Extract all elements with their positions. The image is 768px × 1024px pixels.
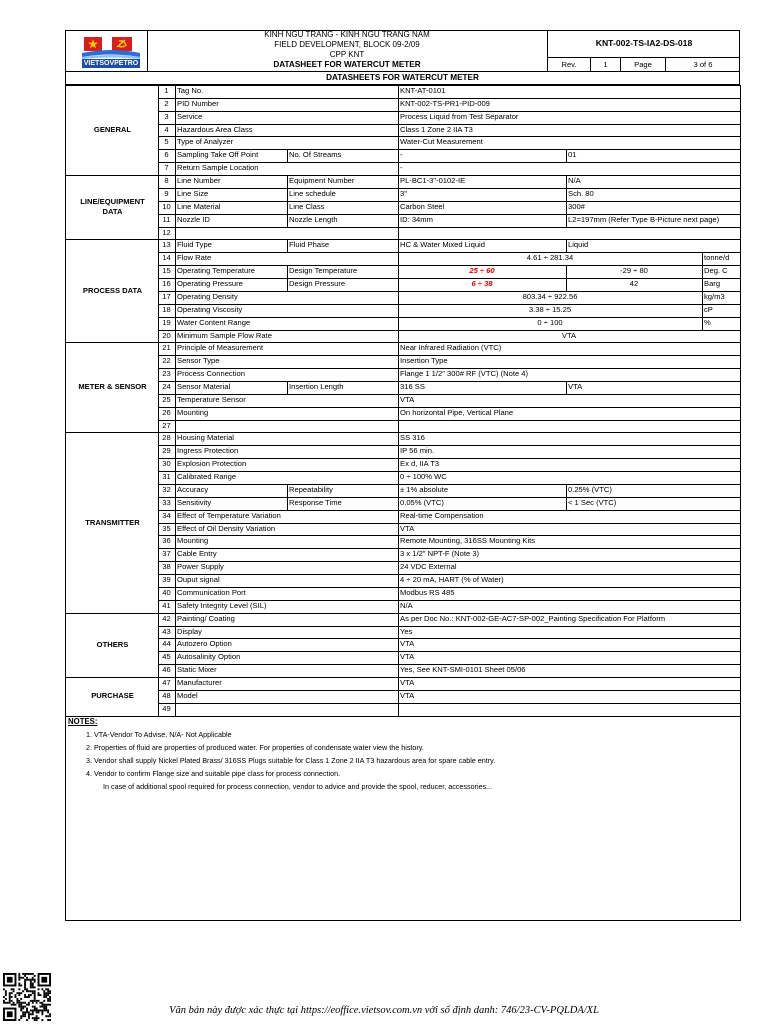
- row-label: Sensor Type: [177, 356, 220, 366]
- section-label: GENERAL: [93, 125, 132, 135]
- row-value-2: L2=197mm (Refer Type B-Picture next page): [568, 214, 720, 224]
- row-number: 10: [162, 201, 171, 211]
- cell-border: [287, 278, 288, 291]
- row-label: Nozzle ID: [177, 214, 210, 224]
- row-sub-label: Nozzle Length: [289, 214, 338, 224]
- table-right-border: [740, 85, 741, 746]
- row-label: Display: [177, 626, 202, 636]
- row-value: 3 x 1/2" NPT-F (Note 3): [400, 549, 480, 559]
- row-value: IP 56 min.: [400, 446, 435, 456]
- row-number: 43: [162, 626, 171, 636]
- cell-border: [287, 265, 288, 278]
- row-value: VTA: [400, 652, 415, 662]
- row-value: Ex d, IIA T3: [400, 459, 440, 469]
- row-label: Line Number: [177, 176, 221, 186]
- row-number: 9: [164, 188, 169, 198]
- row-number: 1: [164, 86, 169, 95]
- cell-border: [287, 381, 288, 394]
- row-label: Return Sample Location: [177, 163, 259, 173]
- document-title: DATASHEET FOR WATERCUT METER: [273, 60, 421, 69]
- cell-border: [287, 188, 288, 201]
- row-sub-label: Repeatability: [289, 484, 333, 494]
- cell-border: [566, 497, 567, 510]
- row-value: Flange 1 1/2" 300# RF (VTC) (Note 4): [400, 369, 529, 379]
- row-label: Static Mixer: [177, 665, 217, 675]
- row-operating-value: 6 ÷ 38: [471, 279, 493, 289]
- row-label: Effect of Oil Density Variation: [177, 523, 276, 533]
- row-value: Real-time Compensation: [400, 510, 484, 520]
- cell-border: [566, 484, 567, 497]
- page-label: Page: [634, 60, 652, 69]
- cell-border: [566, 175, 567, 188]
- row-label: [177, 420, 397, 433]
- company-logo: [78, 33, 144, 69]
- row-number: 27: [162, 420, 171, 430]
- row-label: Manufacturer: [177, 678, 222, 688]
- row-label: Sensor Material: [177, 382, 231, 391]
- row-label: Safety Integrity Level (SIL): [177, 600, 267, 610]
- row-number: 35: [162, 523, 171, 533]
- row-label: Communication Port: [177, 587, 246, 597]
- cell-border: [566, 381, 567, 394]
- row-value: 0 ÷ 100: [537, 317, 563, 327]
- row-value: 24 VDC External: [400, 562, 457, 572]
- row-label: Hazardous Area Class: [177, 124, 253, 134]
- row-value: 316 SS: [400, 382, 425, 391]
- row-value: VTA: [561, 330, 577, 340]
- row-number: 5: [164, 137, 169, 147]
- row-number: 44: [162, 639, 171, 649]
- row-number: 2: [164, 98, 169, 108]
- row-label: Fluid Type: [177, 240, 212, 250]
- row-value: 0 ÷ 100% WC: [400, 472, 447, 482]
- note-4-continued: In case of additional spool required for process connection, vendor to advice and provide the spool, reducer, accessories...: [103, 782, 493, 791]
- row-number: 7: [164, 163, 169, 173]
- row-value: VTA: [400, 639, 415, 649]
- row-label: [177, 703, 397, 716]
- row-label: Model: [177, 690, 198, 700]
- value-column-border: [398, 85, 399, 716]
- table-title: DATASHEETS FOR WATERCUT METER: [326, 73, 479, 82]
- row-label: Calibrated Range: [177, 472, 237, 482]
- row-value: VTA: [400, 394, 415, 404]
- row-label: [177, 227, 397, 240]
- row-value: PL-BC1-3"-0102-IE: [400, 176, 466, 186]
- row-label: Accuracy: [177, 484, 209, 494]
- row-value: Remote Mounting, 316SS Mounting Kits: [400, 536, 536, 546]
- cell-border: [702, 278, 703, 291]
- logo-text: VIETSOVPETRO: [83, 60, 139, 67]
- row-number: 47: [162, 678, 171, 688]
- row-value: Carbon Steel: [400, 201, 445, 211]
- row-number: 11: [162, 214, 171, 224]
- row-number: 23: [162, 369, 171, 379]
- row-label: PID Number: [177, 98, 219, 108]
- note-3: 3. Vendor shall supply Nickel Plated Brass/ 316SS Plugs suitable for Class 1 Zone 2 IIA T3 hazardous area for spare cable entry.: [86, 756, 496, 765]
- section-label: PURCHASE: [91, 691, 134, 701]
- row-number: 34: [162, 510, 171, 520]
- cell-border: [287, 239, 288, 252]
- notes-frame: [65, 715, 741, 921]
- row-value: 4.61 ÷ 281.34: [526, 253, 574, 263]
- row-number: 41: [162, 600, 171, 610]
- row-operating-value: 25 ÷ 60: [469, 266, 495, 276]
- row-value: Water-Cut Measurement: [400, 137, 483, 147]
- section-label: OTHERS: [96, 639, 129, 649]
- row-value-2: < 1 Sec (VTC): [568, 497, 617, 507]
- row-label: Type of Analyzer: [177, 137, 234, 147]
- row-label: Painting/ Coating: [177, 613, 235, 623]
- cell-border: [566, 149, 567, 162]
- row-sub-label: Equipment Number: [289, 176, 355, 186]
- row-label: Sampling Take Off Point: [177, 150, 259, 160]
- row-value-2: Liquid: [568, 240, 589, 250]
- row-value: VTA: [400, 690, 415, 700]
- section-label: PROCESS DATA: [82, 285, 143, 295]
- row-value: SS 316: [400, 433, 425, 443]
- row-value-2: 300#: [568, 201, 585, 211]
- row-number: 3: [164, 111, 169, 121]
- row-value: -: [400, 150, 403, 160]
- row-unit: Barg: [704, 279, 721, 289]
- notes-title: NOTES:: [68, 717, 98, 726]
- row-value-2: N/A: [568, 176, 581, 186]
- row-value: On horizontal Pipe, Vertical Plane: [400, 407, 514, 417]
- row-label: Mounting: [177, 407, 209, 417]
- row-value: 3": [400, 188, 407, 198]
- row-label: Housing Material: [177, 433, 234, 443]
- row-number: 17: [162, 291, 171, 301]
- row-value: 803.34 ÷ 922.56: [522, 291, 578, 301]
- row-label: Ingress Protection: [177, 446, 239, 456]
- cell-border: [566, 188, 567, 201]
- note-4: 4. Vendor to confirm Flange size and suitable pipe class for process connection.: [86, 769, 341, 778]
- row-value-2: 42: [629, 279, 639, 289]
- row-number: 4: [164, 124, 169, 134]
- row-unit: tonne/d: [704, 253, 730, 263]
- cell-border: [566, 214, 567, 227]
- section-label: TRANSMITTER: [85, 517, 140, 527]
- row-label: Flow Rate: [177, 253, 212, 263]
- cell-border: [702, 304, 703, 317]
- page-value: 3 of 6: [693, 60, 713, 69]
- row-label: Line Material: [177, 201, 221, 211]
- row-label: Temperature Sensor: [177, 394, 246, 404]
- row-value-2: 0.25% (VTC): [568, 484, 612, 494]
- row-number: 38: [162, 562, 171, 572]
- cell-border: [287, 175, 288, 188]
- row-value: ID: 34mm: [400, 214, 433, 224]
- row-label: Effect of Temperature Variation: [177, 510, 281, 520]
- row-number: 39: [162, 575, 171, 585]
- row-label: Sensitivity: [177, 497, 212, 507]
- row-number: 36: [162, 536, 171, 546]
- row-sub-label: Insertion Length: [289, 382, 344, 391]
- cell-border: [566, 201, 567, 214]
- row-label: Line Size: [177, 188, 209, 198]
- row-value: VTA: [400, 678, 415, 688]
- row-unit: %: [704, 317, 711, 327]
- row-number: 31: [162, 472, 171, 482]
- row-value: 4 ÷ 20 mA, HART (% of Water): [400, 575, 504, 585]
- row-sub-label: Fluid Phase: [289, 240, 330, 250]
- header-line-2: FIELD DEVELOPMENT, BLOCK 09-2/09: [274, 40, 420, 49]
- row-number: 22: [162, 356, 171, 366]
- row-label: Mounting: [177, 536, 209, 546]
- row-number: 42: [162, 613, 171, 623]
- row-sub-label: No. Of Streams: [289, 150, 342, 160]
- row-value: Yes, See KNT-SMI-0101 Sheet 05/06: [400, 665, 526, 675]
- row-value: Insertion Type: [400, 356, 448, 366]
- cell-border: [702, 265, 703, 278]
- row-unit: cP: [704, 304, 713, 314]
- rev-value: 1: [603, 60, 608, 69]
- row-label: Operating Viscosity: [177, 304, 243, 314]
- row-number: 14: [162, 253, 171, 263]
- row-label: Cable Entry: [177, 549, 217, 559]
- cell-border: [287, 214, 288, 227]
- row-number: 8: [164, 176, 169, 186]
- row-unit: kg/m3: [704, 291, 725, 301]
- row-value: 0.05% (VTC): [400, 497, 444, 507]
- cell-border: [287, 484, 288, 497]
- row-label: Minimum Sample Flow Rate: [177, 330, 272, 340]
- row-value: As per Doc No.: KNT-002-GE-AC7-SP-002_Painting Specification For Platform: [400, 613, 666, 623]
- row-number: 28: [162, 433, 171, 443]
- row-value: KNT-002-TS-PR1-PID-009: [400, 98, 490, 108]
- row-value: Class 1 Zone 2 IIA T3: [400, 124, 473, 134]
- row-label: Power Supply: [177, 562, 224, 572]
- row-sub-label: Design Temperature: [289, 266, 358, 276]
- row-number: 49: [162, 703, 171, 713]
- row-number: 13: [162, 240, 171, 250]
- row-number: 45: [162, 652, 171, 662]
- row-value-2: Sch. 80: [568, 188, 594, 198]
- row-number: 25: [162, 394, 171, 404]
- row-value: -: [400, 163, 403, 173]
- row-number: 15: [162, 266, 171, 276]
- authentication-footer: Văn bản này được xác thực tại https://eoffice.vietsov.com.vn với số định danh: 746/23-CV-PQLDA/XL: [169, 1005, 599, 1016]
- row-label: Service: [177, 111, 203, 121]
- row-number: 12: [162, 227, 171, 237]
- row-value: Yes: [400, 626, 413, 636]
- section-label: METER & SENSOR: [78, 382, 147, 392]
- cell-border: [287, 201, 288, 214]
- row-label: Principle of Measurement: [177, 343, 264, 353]
- cell-border: [566, 239, 567, 252]
- row-number: 20: [162, 330, 171, 340]
- row-value: KNT-AT-0101: [400, 86, 446, 95]
- row-label: Process Connection: [177, 369, 245, 379]
- row-number: 21: [162, 343, 171, 353]
- row-value: VTA: [400, 523, 415, 533]
- row-value: Near Infrared Radiation (VTC): [400, 343, 502, 353]
- row-number: 33: [162, 497, 171, 507]
- row-label: Autosalinity Option: [177, 652, 241, 662]
- row-number: 37: [162, 549, 171, 559]
- row-value: Modbus RS 485: [400, 587, 455, 597]
- row-number: 16: [162, 279, 171, 289]
- row-value-2: -29 ÷ 80: [620, 266, 648, 276]
- row-value: N/A: [400, 600, 413, 610]
- row-sub-label: Design Pressure: [289, 279, 346, 289]
- section-label: LINE/EQUIPMENT DATA: [80, 197, 145, 217]
- note-1: 1. VTA-Vendor To Advise, N/A- Not Applicable: [86, 730, 232, 739]
- row-value: Process Liquid from Test Separator: [400, 111, 519, 121]
- row-label: Tag No.: [177, 86, 204, 95]
- row-number: 18: [162, 304, 171, 314]
- row-label: Ouput signal: [177, 575, 220, 585]
- row-value: 3.38 ÷ 15.25: [528, 304, 572, 314]
- header-line-3: CPP KNT: [329, 50, 365, 59]
- row-value-2: VTA: [568, 382, 583, 391]
- row-value-2: 01: [568, 150, 577, 160]
- row-value: ± 1% absolute: [400, 484, 449, 494]
- rev-label: Rev.: [561, 60, 577, 69]
- row-label: Autozero Option: [177, 639, 232, 649]
- cell-border: [287, 149, 288, 162]
- row-number: 40: [162, 587, 171, 597]
- row-sub-label: Line Class: [289, 201, 325, 211]
- cell-border: [702, 291, 703, 304]
- row-number: 46: [162, 665, 171, 675]
- row-number: 48: [162, 690, 171, 700]
- document-number: KNT-002-TS-IA2-DS-018: [595, 38, 693, 48]
- header-line-1: KINH NGU TRANG - KINH NGU TRANG NAM: [264, 30, 430, 39]
- row-unit: Deg. C: [704, 266, 728, 276]
- row-number: 6: [164, 150, 169, 160]
- row-label: Operating Pressure: [177, 279, 243, 289]
- row-number: 26: [162, 407, 171, 417]
- row-label: Water Content Range: [177, 317, 251, 327]
- row-sub-label: Line schedule: [289, 188, 336, 198]
- row-label: Explosion Protection: [177, 459, 247, 469]
- number-column-border: [175, 85, 176, 716]
- cell-border: [702, 252, 703, 265]
- row-number: 24: [162, 382, 171, 391]
- row-sub-label: Response Time: [289, 497, 342, 507]
- row-value: HC & Water Mixed Liquid: [400, 240, 485, 250]
- row-number: 32: [162, 484, 171, 494]
- note-2: 2. Properties of fluid are properties of produced water. For properties of condensate water view the history.: [86, 743, 424, 752]
- row-number: 19: [162, 317, 171, 327]
- cell-border: [287, 497, 288, 510]
- row-label: Operating Temperature: [177, 266, 255, 276]
- cell-border: [702, 317, 703, 330]
- row-number: 29: [162, 446, 171, 456]
- row-number: 30: [162, 459, 171, 469]
- row-label: Operating Density: [177, 291, 238, 301]
